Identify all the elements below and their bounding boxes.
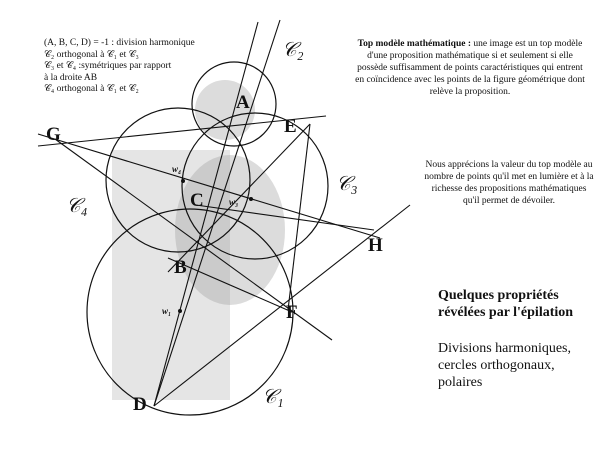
center-w4-dot [181, 179, 185, 183]
legend-line-3: 𝒞₃ et 𝒞₄ :symétriques par rapport [44, 61, 172, 72]
properties-list: Divisions harmoniques, cercles orthogonaux, polaires [438, 341, 571, 390]
label-c1: 𝒞₁ [262, 386, 284, 408]
line-g-e [38, 116, 326, 146]
definition-paragraph [352, 38, 588, 98]
label-w3: w₃ [229, 197, 239, 207]
label-c3: 𝒞₃ [336, 173, 358, 195]
definition-term: Top modèle mathématique : [357, 39, 472, 49]
point-b: B [174, 257, 187, 278]
point-a: A [236, 92, 250, 113]
legend-line-2: 𝒞₂ orthogonal à 𝒞₁ et 𝒞₃ [44, 49, 139, 60]
point-g: G [46, 124, 61, 145]
label-w4: w₄ [172, 164, 182, 174]
label-w1: w₁ [162, 306, 172, 316]
legend-line-4: à la droite AB [44, 72, 98, 83]
center-w1-dot [178, 309, 182, 313]
properties-title: Quelques propriétés révélées par l'épilation [438, 288, 574, 320]
point-h: H [368, 235, 383, 256]
point-d: D [133, 394, 147, 415]
point-c: C [190, 190, 204, 211]
legend [44, 38, 234, 96]
point-f: F [286, 302, 298, 323]
center-w3-dot [249, 197, 253, 201]
label-c2: 𝒞₂ [282, 39, 304, 61]
appreciation-paragraph: Nous apprécions la valeur du top modèle au nombre de points qu'il met en lumière et à la richesse des propositions mathématiques qu'il permet de dévoiler. [424, 160, 594, 206]
legend-line-1: (A, B, C, D) = -1 : division harmonique [44, 38, 195, 48]
definition-body: une image est un top modèle d'une proposition mathématique si et seulement si elle possède suffisamment de points caractéristiques qui entrent en coïncidence avec les points de la figure géométrique dont relève la proposition. [355, 39, 585, 97]
point-e: E [284, 116, 297, 137]
line-e-f [288, 124, 310, 310]
legend-line-5: 𝒞₄ orthogonal à 𝒞₁ et 𝒞₂ [44, 84, 139, 95]
label-c4: 𝒞₄ [66, 195, 88, 217]
